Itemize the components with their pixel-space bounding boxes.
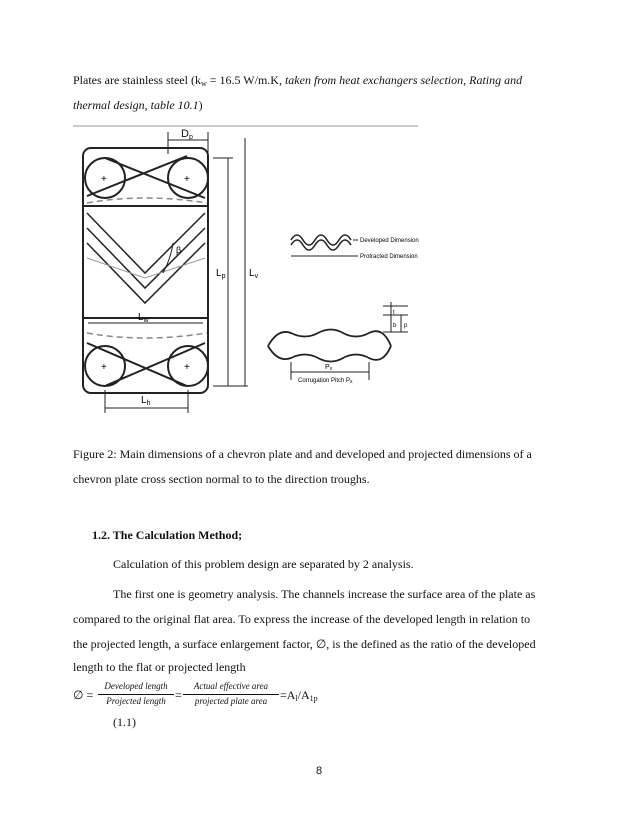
port-plus: + — [101, 174, 107, 185]
figure-caption-line-2: chevron plate cross section normal to to the direction troughs. — [73, 472, 370, 486]
eq-fraction-bar-2 — [183, 694, 279, 695]
phi-symbol: ∅ = — [73, 688, 94, 702]
page-number: 8 — [315, 765, 323, 777]
corrugation-lower — [268, 346, 391, 362]
lw-label: $L_w$ — [138, 312, 149, 324]
paragraph-2-line-3: the projected length, a surface enlargement factor, ∅, is the defined as the ratio of the developed — [73, 637, 536, 651]
developed-dimension-label: Developed Dimension — [360, 238, 419, 244]
p-label: p — [404, 323, 408, 329]
eq-equals: = — [175, 688, 182, 702]
section-heading: 1.2. The Calculation Method; — [92, 528, 243, 542]
chevron-plate-figure — [73, 118, 433, 418]
intro-line-2: thermal design, table 10.1) — [73, 98, 203, 112]
lp-label: $L_p$ — [216, 268, 226, 280]
eq-fraction-bar-1 — [98, 694, 174, 695]
t-label: t — [393, 310, 395, 316]
eq-denominator-2: projected plate area — [194, 696, 268, 706]
eq-numerator-1: Developed length — [104, 681, 168, 691]
eq-rhs: $=A_l/A_{1p}$ — [280, 688, 318, 703]
lh-label: $L_h$ — [141, 395, 151, 407]
equation-number: (1.1) — [113, 715, 136, 729]
port-plus: + — [184, 362, 190, 373]
px-label: Px — [325, 364, 333, 372]
corrugation-upper — [268, 330, 391, 347]
dp-label: Dp — [181, 128, 193, 141]
b-label: b — [393, 323, 397, 329]
lv-label: $L_v$ — [249, 268, 259, 280]
eq-numerator-2: Actual effective area — [193, 681, 269, 691]
paragraph-1: Calculation of this problem design are separated by 2 analysis. — [113, 557, 414, 571]
port-plus: + — [101, 362, 107, 373]
port-plus: + — [184, 174, 190, 185]
beta-label: β — [176, 245, 182, 255]
corrugation-pitch-label: Corrugation Pitch Px — [298, 378, 353, 385]
paragraph-2-line-4: length to the flat or projected length — [73, 660, 246, 674]
figure-caption-line-1: Figure 2: Main dimensions of a chevron plate and and developed and projected dimensions of a — [73, 447, 532, 461]
protracted-dimension-label: Protracted Dimension — [360, 254, 418, 260]
paragraph-2-line-2: compared to the original flat area. To express the increase of the developed length in relation to — [73, 612, 531, 626]
paragraph-2-line-1: The first one is geometry analysis. The channels increase the surface area of the plate as — [113, 587, 536, 601]
intro-line-1: Plates are stainless steel ($k_w = 16.5$ W/m.K, taken from heat exchangers selection, Rating and — [73, 73, 523, 88]
eq-denominator-1: Projected length — [106, 696, 166, 706]
